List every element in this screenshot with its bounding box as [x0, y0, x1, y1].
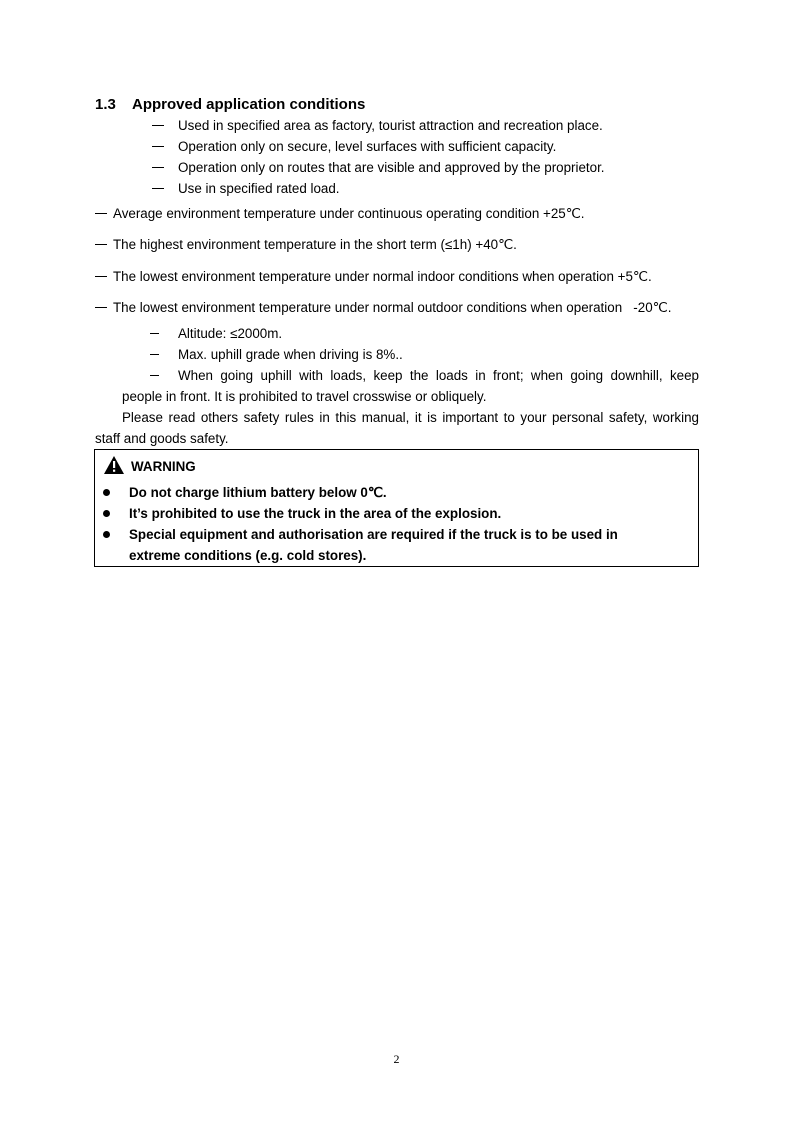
dash-bullet — [150, 347, 162, 363]
temperature-item — [95, 237, 517, 253]
dash-bullet — [152, 118, 164, 134]
warning-item — [103, 482, 387, 503]
list-item-text: Used in specified area as factory, tourist attraction and recreation place. — [178, 118, 603, 133]
safety-paragraph-line: staff and goods safety. — [95, 431, 229, 446]
section-heading — [95, 96, 365, 113]
list-item — [150, 347, 403, 363]
warning-header — [103, 455, 196, 475]
warning-item — [103, 503, 501, 524]
continuation-text: people in front. It is prohibited to travel crosswise or obliquely. — [122, 389, 487, 404]
dash-bullet — [150, 326, 162, 342]
warning-item — [103, 524, 649, 566]
warning-title: WARNING — [131, 459, 196, 474]
dash-bullet — [150, 368, 162, 384]
warning-icon — [103, 455, 125, 475]
list-item — [152, 139, 556, 155]
list-item-text: When going uphill with loads, keep the loads in front; when going downhill, keep — [178, 368, 699, 383]
list-item-text: Max. uphill grade when driving is 8%.. — [178, 347, 403, 362]
temperature-text: The highest environment temperature in the short term (≤1h) +40℃. — [113, 237, 517, 252]
dash-bullet — [95, 300, 107, 316]
dash-bullet — [152, 181, 164, 197]
dash-bullet — [95, 237, 107, 253]
warning-item-text: It’s prohibited to use the truck in the area of the explosion. — [129, 506, 502, 521]
list-item-text: Operation only on routes that are visible and approved by the proprietor. — [178, 160, 605, 175]
warning-item-text: Special equipment and authorisation are required if the truck is to be used in extreme conditions (e.g. cold stores). — [129, 527, 618, 563]
section-number: 1.3 — [95, 96, 116, 113]
bullet-dot-icon — [103, 531, 110, 538]
warning-item-text: Do not charge lithium battery below 0℃. — [129, 485, 387, 500]
temperature-text: Average environment temperature under continuous operating condition +25℃. — [113, 206, 585, 221]
dash-bullet — [152, 139, 164, 155]
dash-bullet — [152, 160, 164, 176]
temperature-item — [95, 206, 585, 222]
list-item-text: Use in specified rated load. — [178, 181, 340, 196]
list-item — [150, 326, 282, 342]
list-item — [152, 160, 605, 176]
temperature-item — [95, 269, 652, 285]
safety-paragraph-line: Please read others safety rules in this manual, it is important to your personal safety, working — [122, 410, 699, 425]
dash-bullet — [95, 269, 107, 285]
page-number: 2 — [393, 1052, 400, 1066]
temperature-text: The lowest environment temperature under normal outdoor conditions when operation -20℃. — [113, 300, 672, 315]
temperature-item — [95, 300, 671, 316]
temperature-text: The lowest environment temperature under normal indoor conditions when operation +5℃. — [113, 269, 652, 284]
list-item-text: Operation only on secure, level surfaces with sufficient capacity. — [178, 139, 557, 154]
warning-box — [94, 449, 699, 567]
section-title: Approved application conditions — [132, 96, 366, 113]
list-item — [152, 181, 340, 197]
list-item-text: Altitude: ≤2000m. — [178, 326, 283, 341]
bullet-dot-icon — [103, 489, 110, 496]
list-item — [150, 368, 699, 384]
dash-bullet — [95, 206, 107, 222]
list-item — [152, 118, 603, 134]
bullet-dot-icon — [103, 510, 110, 517]
